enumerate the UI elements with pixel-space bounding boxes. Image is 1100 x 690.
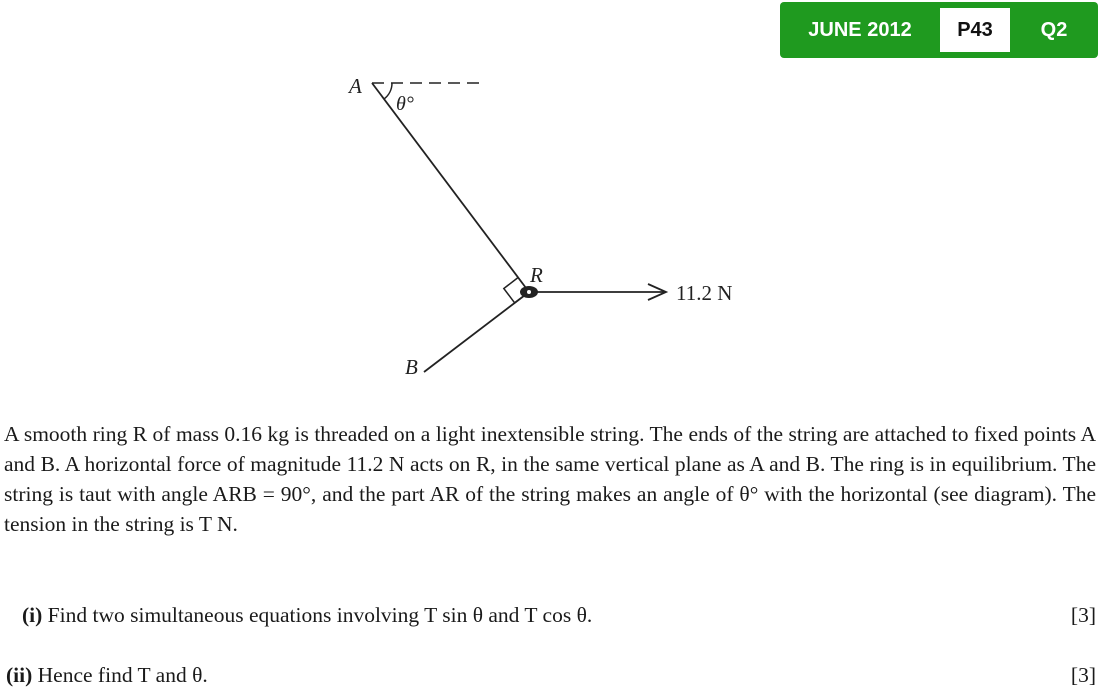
question-marks: [3] [1070,663,1096,687]
question-part-i [22,600,1098,630]
problem-statement: A smooth ring R of mass 0.16 kg is threaded on a light inextensible string. The ends of the string are attached to fixed points A and B. A horizontal force of magnitude 11.2 N acts on R, in the same vertical plane as A and B. The ring is in equilibrium. The string is taut with angle ARB = 90°, and the part AR of the string makes an angle of θ° with the horizontal (see diagram). The tension in the string is T N. [4,422,1096,536]
string-rb [424,292,529,372]
question-number: Q2 [1040,19,1068,41]
force-diagram [330,60,790,390]
question-text: Find two simultaneous equations involving T sin θ and T cos θ. [47,603,593,627]
angle-arc [384,83,392,99]
label-b: B [405,355,418,379]
label-r: R [530,263,543,287]
question-part-ii [6,660,1098,690]
exam-date: JUNE 2012 [808,19,912,41]
force-label: 11.2 N [676,281,733,305]
question-label: (i) [22,603,48,627]
ring-r-centre [527,290,531,294]
question-text: Hence find T and θ. [37,663,208,687]
angle-label: θ° [396,93,414,115]
label-a: A [349,74,362,98]
paper-code: P43 [940,8,1010,52]
question-label: (ii) [6,663,38,687]
question-badge [780,2,1098,58]
question-marks: [3] [1070,603,1096,627]
